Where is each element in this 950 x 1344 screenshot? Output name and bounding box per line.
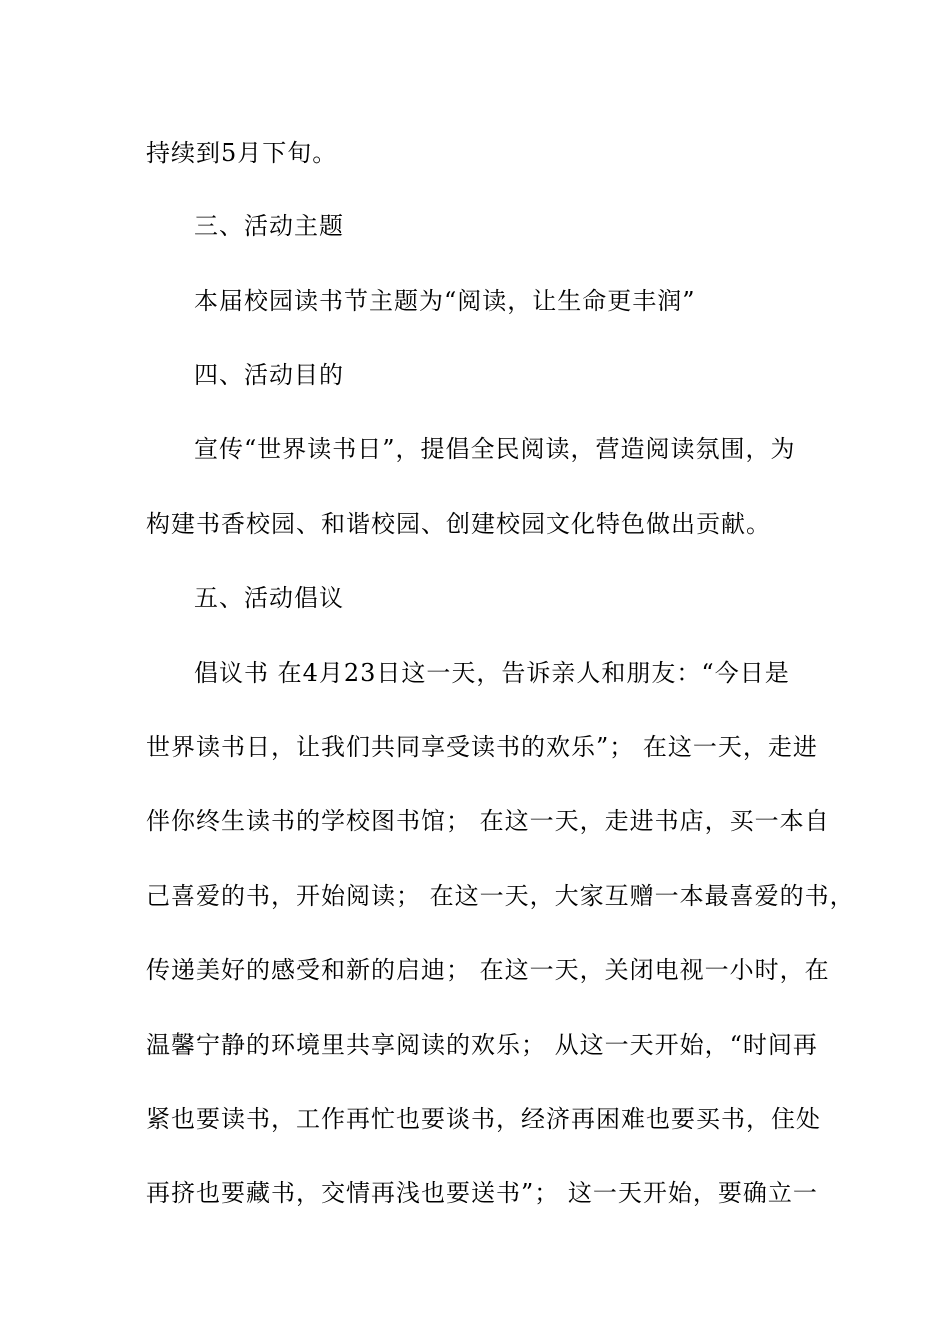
body-text-line: 温馨宁静的环境里共享阅读的欢乐； 从这一天开始，“时间再 <box>146 1031 818 1059</box>
body-text-line: 伴你终生读书的学校图书馆； 在这一天，走进书店，买一本自 <box>146 807 830 835</box>
section-heading: 五、活动倡议 <box>194 584 344 612</box>
body-text-line: 己喜爱的书，开始阅读； 在这一天，大家互赠一本最喜爱的书， <box>146 882 855 910</box>
body-text-line: 宣传“世界读书日”，提倡全民阅读，营造阅读氛围，为 <box>194 435 796 463</box>
body-text-line: 持续到5月下旬。 <box>146 139 338 167</box>
body-text-line: 传递美好的感受和新的启迪； 在这一天，关闭电视一小时，在 <box>146 956 830 984</box>
body-text-line: 构建书香校园、和谐校园、创建校园文化特色做出贡献。 <box>146 510 771 538</box>
body-text-line: 世界读书日，让我们共同享受读书的欢乐”； 在这一天，走进 <box>146 733 818 761</box>
body-text-line: 本届校园读书节主题为“阅读，让生命更丰润” <box>194 287 696 315</box>
body-text-line: 紧也要读书，工作再忙也要谈书，经济再困难也要买书，住处 <box>146 1105 821 1133</box>
section-heading: 四、活动目的 <box>194 361 344 389</box>
body-text-line: 倡议书 在4月23日这一天，告诉亲人和朋友：“今日是 <box>194 659 790 687</box>
body-text-line: 再挤也要藏书，交情再浅也要送书”； 这一天开始，要确立一 <box>146 1179 818 1207</box>
section-heading: 三、活动主题 <box>194 212 344 240</box>
